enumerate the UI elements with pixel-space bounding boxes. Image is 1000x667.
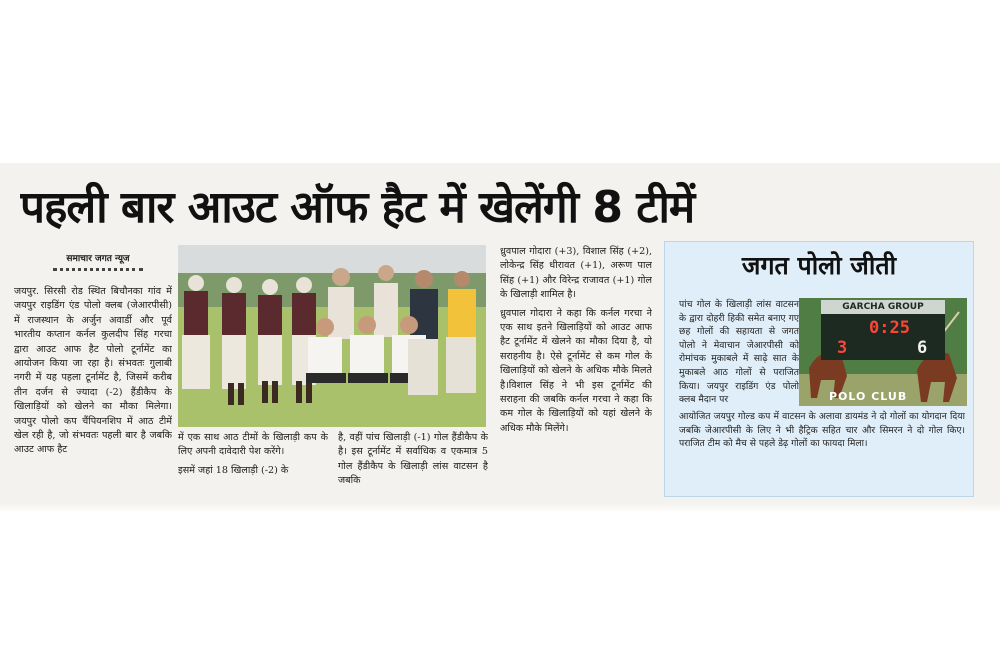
byline-text: समाचार जगत न्यूज (66, 254, 130, 264)
column-3-paragraph: है, वहीं पांच खिलाड़ी (-1) गोल हैंडीकैप के है। इस टूर्नामेंट में सर्वाधिक व एकमात्र 5 गोल हैंडीकैप के खिलाड़ी लांस वाटसन है जबकि (338, 432, 488, 487)
column-4-paragraph-2: ध्रुवपाल गोदारा ने कहा कि कर्नल गरचा ने एक साथ इतने खिलाड़ियों को आउट आफ हैट टूर्नामेंट में खेलने का मौका दिया है, यो सराहनीय है। ऐसे टूर्नामेंट से कम गोल के खिलाड़ियों को खेलने के अधिक मौके मिलते है।विशाल सिंह ने भी इस टूर्नामेंट की सराहना की जबकि कर्नल गरचा ने कहा कि कम गोल के खिलाड़ियों को यहां खेलने के अधिक मौके मिलेंगे। (500, 307, 652, 434)
headline: पहली बार आउट ऑफ हैट में खेलेंगी 8 टीमें (20, 182, 695, 233)
column-2-paragraph-1: में एक साथ आठ टीमों के खिलाड़ी कप के लिए अपनी दावेदारी पेश करेंगे। (178, 432, 328, 458)
article-column-2 (178, 431, 328, 507)
scoreboard (821, 300, 945, 360)
field-sign: POLO CLUB (829, 390, 908, 403)
sidebar-column: पांच गोल के खिलाड़ी लांस वाटसन के द्वारा दोहरी हिकी समेत बनाए गए छह गोलों की सहायता से जगत पोलो ने मेवाचान जेआरपीसी को रोमांचक मुकाबले में साढ़े सात के मुकाबले आठ गोलों से पराजित किया। जयपुर राइडिंग एंड पोलो क्लब मैदान पर (679, 299, 799, 406)
column-1-paragraph: जयपुर. सिरसी रोड स्थित बिचौनका गांव में जयपुर राइडिंग एंड पोलो क्लब (जेआरपीसी) में राजस्थान के अर्जुन अवार्डी और पूर्व भारतीय कप्तान कर्नल कुलदीप सिंह गरचा द्वारा आउट आफ हैट पोलो टूर्नामेंट का आयोजन किया जा रहा है। संभवतः गुलाबी नगरी में यह पहला टूर्नामेंट है, जिसमें करीब तीन दर्जन से ज्यादा (-2) हैंडीकैप के खिलाड़ियों को खेलने का मौका मिलेगा। जयपुर पोलो कप चैंपियनशिप में आठ टीमें खेल रही है, जो संभवतः पहली बार है जबकि आउट आफ हैट (14, 286, 172, 456)
byline (28, 251, 168, 279)
article-column-4 (500, 245, 652, 507)
sidebar-title: जगत पोलो जीती (741, 251, 897, 280)
clipping-edge (0, 503, 1000, 513)
sidebar-story (664, 241, 974, 497)
byline-rule (53, 268, 143, 271)
scoreboard-away-score: 6 (917, 338, 928, 358)
article-column-1 (14, 285, 172, 505)
column-4-paragraph-1: ध्रुवपाल गोदारा (+3), विशाल सिंह (+2), लोकेन्द्र सिंह धीरावत (+1), अरूण पाल सिंह (+1) और विरेन्द्र राजावत (+1) गोल के खिलाड़ी शामिल है। (500, 246, 652, 301)
column-2-paragraph-2: इसमें जहां 18 खिलाड़ी (-2) के (178, 464, 289, 476)
scoreboard-home-score: 3 (837, 338, 848, 358)
scoreboard-time: 0:25 (869, 318, 910, 338)
polo-match-photo (799, 298, 967, 406)
group-photo (178, 245, 486, 427)
sidebar-bottom-text: आयोजित जयपुर गोल्ड कप में वाटसन के अलावा डायमंड ने दो गोलों का योगदान दिया जबकि जेआरपीसी के लिए ने भी हैट्रिक सहित चार और सिमरन ने दो गोल किए। पराजित टीम को मैच से पहले डेढ़ गोलों का फायदा मिला। (679, 411, 965, 450)
newspaper-clipping (0, 163, 1000, 513)
scoreboard-brand: GARCHA GROUP (821, 300, 945, 314)
group-photo-illustration (178, 245, 486, 427)
article-column-3 (338, 431, 488, 507)
